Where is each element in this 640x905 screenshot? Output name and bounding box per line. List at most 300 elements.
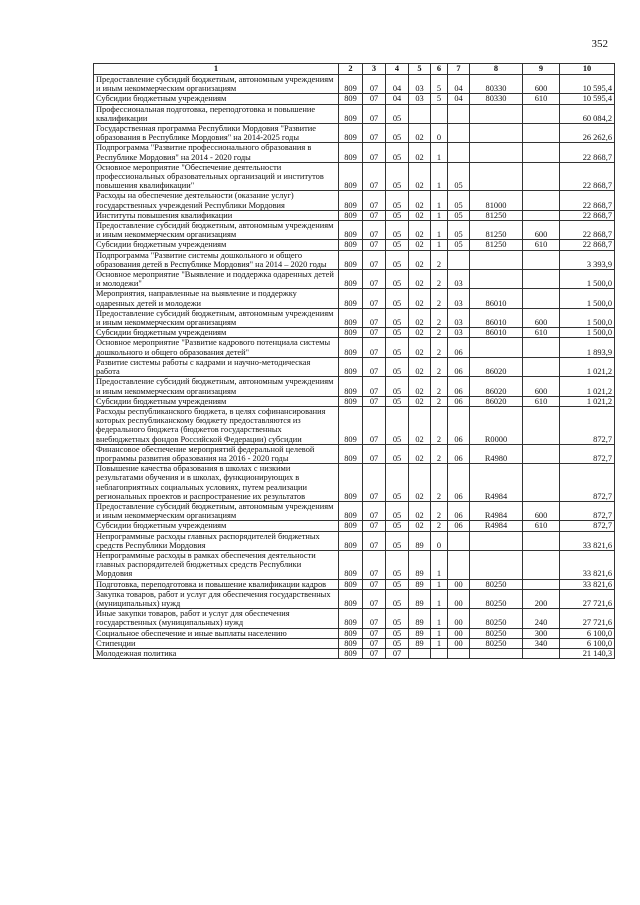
row-sum-cell: 6 100,0 [560,638,615,648]
row-code-cell: 809 [339,162,363,191]
row-code-cell: 07 [363,501,386,520]
row-code-cell: 07 [363,638,386,648]
row-code-cell: 06 [448,357,470,376]
row-code-cell: 07 [363,104,386,123]
table-row [94,521,615,531]
row-code-cell [523,104,560,123]
row-name-cell: Предоставление субсидий бюджетным, автономным учреждениям и иным некоммерческим организациям [94,501,339,520]
row-name-cell: Основное мероприятие "Выявление и поддержка одаренных детей и молодежи" [94,270,339,289]
row-code-cell: 02 [409,162,431,191]
row-code-cell: 07 [363,521,386,531]
row-name-cell: Финансовое обеспечение мероприятий федеральной целевой программы развития образования на 2016 - 2020 годы [94,444,339,463]
row-code-cell: 02 [409,210,431,220]
column-header: 1 [94,64,339,75]
row-code-cell: 809 [339,308,363,327]
row-code-cell: 02 [409,143,431,162]
row-code-cell: 809 [339,94,363,104]
row-code-cell: 04 [448,94,470,104]
row-code-cell: 809 [339,609,363,628]
row-code-cell: 600 [523,75,560,94]
row-code-cell: 05 [386,531,409,550]
row-sum-cell: 22 868,7 [560,221,615,240]
row-code-cell: 05 [386,308,409,327]
row-code-cell: 05 [386,221,409,240]
row-code-cell: 02 [409,406,431,444]
row-code-cell: 02 [409,191,431,210]
row-code-cell: 06 [448,444,470,463]
row-code-cell: 600 [523,221,560,240]
row-code-cell [431,104,448,123]
row-code-cell [409,648,431,658]
row-sum-cell: 22 868,7 [560,191,615,210]
row-code-cell: 2 [431,396,448,406]
row-code-cell: 5 [431,75,448,94]
row-code-cell [523,648,560,658]
row-code-cell: 03 [448,308,470,327]
row-code-cell [448,550,470,579]
row-code-cell: 05 [386,240,409,250]
table-row [94,531,615,550]
row-code-cell: R0000 [470,406,523,444]
table-row [94,104,615,123]
table-row [94,210,615,220]
row-sum-cell: 33 821,6 [560,531,615,550]
row-code-cell: 89 [409,531,431,550]
row-code-cell: 05 [386,464,409,502]
column-header: 3 [363,64,386,75]
row-code-cell: 03 [448,328,470,338]
row-name-cell: Государственная программа Республики Мордовия "Развитие образования в Республике Мордовия" на 2014-2025 годы [94,124,339,143]
row-sum-cell: 1 021,2 [560,396,615,406]
row-code-cell: R4984 [470,521,523,531]
row-sum-cell: 22 868,7 [560,143,615,162]
row-code-cell [470,550,523,579]
row-code-cell: 89 [409,550,431,579]
row-code-cell: 05 [386,191,409,210]
row-name-cell: Стипендии [94,638,339,648]
row-name-cell: Субсидии бюджетным учреждениям [94,328,339,338]
row-code-cell: 1 [431,221,448,240]
row-code-cell: 809 [339,210,363,220]
row-code-cell [523,531,560,550]
column-header: 10 [560,64,615,75]
row-code-cell [470,143,523,162]
row-name-cell: Непрограммные расходы главных распорядителей бюджетных средств Республики Мордовия [94,531,339,550]
row-code-cell: 02 [409,270,431,289]
row-code-cell: 00 [448,638,470,648]
row-code-cell: 809 [339,289,363,308]
row-code-cell: 86020 [470,377,523,396]
row-code-cell: 80330 [470,75,523,94]
row-code-cell: 809 [339,75,363,94]
row-name-cell: Расходы на обеспечение деятельности (оказание услуг) государственных учреждений Республики Мордовия [94,191,339,210]
row-name-cell: Предоставление субсидий бюджетным, автономным учреждениям и иным некоммерческим организациям [94,308,339,327]
row-code-cell: R4984 [470,501,523,520]
row-code-cell: 00 [448,609,470,628]
row-code-cell: 86010 [470,289,523,308]
row-code-cell: 03 [448,289,470,308]
row-code-cell: 809 [339,104,363,123]
row-code-cell: 600 [523,377,560,396]
table-row [94,464,615,502]
row-code-cell: 03 [409,75,431,94]
row-code-cell: 02 [409,377,431,396]
row-code-cell: 809 [339,579,363,589]
row-code-cell: 05 [386,328,409,338]
row-name-cell: Субсидии бюджетным учреждениям [94,240,339,250]
row-code-cell: 06 [448,521,470,531]
row-code-cell [523,191,560,210]
row-name-cell: Институты повышения квалификации [94,210,339,220]
row-code-cell: 07 [363,270,386,289]
row-name-cell: Субсидии бюджетным учреждениям [94,396,339,406]
row-code-cell: 05 [386,609,409,628]
row-code-cell: 06 [448,396,470,406]
row-code-cell: 00 [448,589,470,608]
row-code-cell [448,531,470,550]
row-sum-cell: 872,7 [560,501,615,520]
row-code-cell: 89 [409,628,431,638]
table-row [94,579,615,589]
row-code-cell: 07 [363,648,386,658]
row-code-cell: 610 [523,328,560,338]
row-code-cell: 809 [339,221,363,240]
row-name-cell: Закупка товаров, работ и услуг для обеспечения государственных (муниципальных) нужд [94,589,339,608]
table-row [94,308,615,327]
table-row [94,338,615,357]
row-code-cell: 1 [431,589,448,608]
row-code-cell: 80250 [470,628,523,638]
row-code-cell: 86020 [470,396,523,406]
column-header: 4 [386,64,409,75]
row-sum-cell: 10 595,4 [560,75,615,94]
row-code-cell: 02 [409,521,431,531]
row-code-cell: 809 [339,501,363,520]
column-header: 9 [523,64,560,75]
row-code-cell [409,104,431,123]
budget-table [93,63,615,659]
row-code-cell: 86010 [470,308,523,327]
row-code-cell [523,162,560,191]
row-name-cell: Социальное обеспечение и иные выплаты населению [94,628,339,638]
row-code-cell: 1 [431,638,448,648]
row-code-cell [523,143,560,162]
row-code-cell: 07 [363,579,386,589]
row-code-cell: 05 [386,357,409,376]
table-row [94,240,615,250]
row-code-cell: 05 [386,638,409,648]
table-row [94,221,615,240]
row-code-cell: 02 [409,240,431,250]
row-code-cell: 600 [523,501,560,520]
row-sum-cell: 22 868,7 [560,210,615,220]
row-code-cell: 240 [523,609,560,628]
row-code-cell: 07 [363,124,386,143]
row-code-cell: 05 [386,521,409,531]
row-code-cell: 86010 [470,328,523,338]
table-row [94,191,615,210]
row-code-cell: 04 [448,75,470,94]
row-code-cell: 07 [363,377,386,396]
row-code-cell [448,648,470,658]
row-code-cell: 200 [523,589,560,608]
row-sum-cell: 22 868,7 [560,162,615,191]
row-name-cell: Расходы республиканского бюджета, в целях софинансирования которых республиканскому бюджету предоставляются из федерального бюджета (бюджетов государственных внебюджетных фондов Российской Федерации) субсидии [94,406,339,444]
table-row [94,289,615,308]
row-code-cell: 86020 [470,357,523,376]
row-name-cell: Профессиональная подготовка, переподготовка и повышение квалификации [94,104,339,123]
table-row [94,638,615,648]
row-code-cell: 5 [431,94,448,104]
column-header: 8 [470,64,523,75]
row-code-cell: 89 [409,589,431,608]
row-code-cell: 809 [339,328,363,338]
row-code-cell [523,579,560,589]
row-code-cell: 02 [409,396,431,406]
row-code-cell: 02 [409,444,431,463]
row-code-cell: 1 [431,579,448,589]
row-name-cell: Предоставление субсидий бюджетным, автономным учреждениям и иным некоммерческим организациям [94,377,339,396]
page-number: 352 [591,38,608,50]
row-sum-cell: 10 595,4 [560,94,615,104]
row-code-cell: 1 [431,210,448,220]
column-header: 7 [448,64,470,75]
row-name-cell: Молодежная политика [94,648,339,658]
row-code-cell: 02 [409,221,431,240]
row-name-cell: Предоставление субсидий бюджетным, автономным учреждениям и иным некоммерческим организациям [94,221,339,240]
table-header-row [94,64,615,75]
row-code-cell: 80250 [470,579,523,589]
row-code-cell: 80250 [470,589,523,608]
row-code-cell: 81250 [470,240,523,250]
row-code-cell: 2 [431,357,448,376]
row-code-cell: 02 [409,357,431,376]
row-code-cell: 2 [431,328,448,338]
row-name-cell: Предоставление субсидий бюджетным, автономным учреждениям и иным некоммерческим организациям [94,75,339,94]
table-row [94,94,615,104]
row-code-cell: 05 [386,501,409,520]
row-name-cell: Развитие системы работы с кадрами и научно-методическая работа [94,357,339,376]
row-sum-cell: 1 021,2 [560,377,615,396]
row-code-cell [470,648,523,658]
table-row [94,406,615,444]
row-code-cell [523,270,560,289]
row-name-cell: Иные закупки товаров, работ и услуг для обеспечения государственных (муниципальных) нужд [94,609,339,628]
row-code-cell: 610 [523,521,560,531]
row-code-cell: 2 [431,444,448,463]
row-code-cell: 1 [431,143,448,162]
row-sum-cell: 6 100,0 [560,628,615,638]
row-code-cell [470,104,523,123]
row-code-cell: 07 [386,648,409,658]
row-sum-cell: 21 140,3 [560,648,615,658]
row-code-cell: 05 [386,377,409,396]
row-code-cell: 05 [386,210,409,220]
row-code-cell: 07 [363,75,386,94]
table-row [94,550,615,579]
row-code-cell [523,250,560,269]
row-code-cell: 07 [363,531,386,550]
row-name-cell: Подпрограмма "Развитие системы дошкольного и общего образования детей в Республике Мордовия" на 2014 – 2020 годы [94,250,339,269]
row-code-cell: 2 [431,289,448,308]
row-code-cell: 809 [339,444,363,463]
row-code-cell: 809 [339,377,363,396]
row-code-cell: 06 [448,406,470,444]
row-name-cell: Субсидии бюджетным учреждениям [94,521,339,531]
row-code-cell [448,143,470,162]
row-sum-cell: 27 721,6 [560,609,615,628]
row-code-cell: 809 [339,357,363,376]
row-code-cell: 300 [523,628,560,638]
row-code-cell: 05 [386,289,409,308]
row-code-cell: 02 [409,124,431,143]
row-code-cell: 02 [409,338,431,357]
row-code-cell: 1 [431,628,448,638]
row-code-cell [523,550,560,579]
row-code-cell: 07 [363,162,386,191]
row-code-cell: 80250 [470,609,523,628]
row-sum-cell: 1 893,9 [560,338,615,357]
row-code-cell: 05 [448,210,470,220]
row-code-cell: 07 [363,328,386,338]
row-code-cell: 600 [523,308,560,327]
table-row [94,124,615,143]
row-code-cell: 07 [363,250,386,269]
row-name-cell: Субсидии бюджетным учреждениям [94,94,339,104]
row-name-cell: Мероприятия, направленные на выявление и поддержку одаренных детей и молодежи [94,289,339,308]
table-row [94,444,615,463]
row-code-cell: 809 [339,464,363,502]
row-code-cell: 05 [386,104,409,123]
row-code-cell: 89 [409,638,431,648]
row-sum-cell: 27 721,6 [560,589,615,608]
row-code-cell: 05 [386,589,409,608]
row-code-cell: 2 [431,338,448,357]
row-name-cell: Непрограммные расходы в рамках обеспечения деятельности главных распорядителей бюджетных средств Республики Мордовия [94,550,339,579]
table-row [94,250,615,269]
row-code-cell [523,289,560,308]
row-code-cell: 2 [431,270,448,289]
row-code-cell: 80250 [470,638,523,648]
column-header: 6 [431,64,448,75]
row-code-cell: 610 [523,396,560,406]
row-sum-cell: 60 084,2 [560,104,615,123]
row-code-cell: 809 [339,521,363,531]
table-row [94,609,615,628]
row-code-cell: 07 [363,589,386,608]
row-code-cell: 02 [409,289,431,308]
row-sum-cell: 26 262,6 [560,124,615,143]
row-code-cell: 00 [448,628,470,638]
row-code-cell [431,648,448,658]
row-code-cell: 809 [339,250,363,269]
row-code-cell: 809 [339,240,363,250]
table-row [94,501,615,520]
row-code-cell: 05 [448,240,470,250]
row-code-cell: R4980 [470,444,523,463]
row-sum-cell: 22 868,7 [560,240,615,250]
row-name-cell: Подпрограмма "Развитие профессионального образования в Республике Мордовия" на 2014 - 2020 годы [94,143,339,162]
row-code-cell: 2 [431,250,448,269]
row-code-cell [523,464,560,502]
row-code-cell: 05 [386,162,409,191]
row-code-cell: 05 [386,250,409,269]
row-code-cell: 81250 [470,221,523,240]
row-code-cell: 1 [431,162,448,191]
row-code-cell: 05 [386,396,409,406]
row-code-cell: 05 [448,191,470,210]
row-code-cell: 05 [386,444,409,463]
row-code-cell: 05 [386,628,409,638]
row-code-cell [523,406,560,444]
row-code-cell: 809 [339,143,363,162]
row-code-cell: 80330 [470,94,523,104]
column-header: 5 [409,64,431,75]
row-code-cell: 07 [363,94,386,104]
row-name-cell: Подготовка, переподготовка и повышение квалификации кадров [94,579,339,589]
row-code-cell: 1 [431,609,448,628]
row-code-cell: 2 [431,377,448,396]
row-code-cell: 809 [339,396,363,406]
row-code-cell: 05 [386,124,409,143]
row-code-cell: 809 [339,638,363,648]
row-code-cell: 07 [363,464,386,502]
row-code-cell: 05 [386,143,409,162]
row-code-cell: 809 [339,124,363,143]
row-code-cell: 06 [448,338,470,357]
row-sum-cell: 872,7 [560,464,615,502]
row-code-cell: 07 [363,308,386,327]
table-row [94,162,615,191]
row-code-cell: 89 [409,579,431,589]
row-code-cell: 2 [431,501,448,520]
row-sum-cell: 1 500,0 [560,308,615,327]
row-code-cell: 05 [386,270,409,289]
row-code-cell: 610 [523,94,560,104]
row-code-cell [523,338,560,357]
row-code-cell: 07 [363,628,386,638]
row-code-cell: 340 [523,638,560,648]
row-code-cell [448,104,470,123]
row-sum-cell: 1 500,0 [560,328,615,338]
table-row [94,589,615,608]
row-code-cell: 00 [448,579,470,589]
row-code-cell: 03 [448,270,470,289]
row-code-cell: 02 [409,308,431,327]
row-code-cell: 06 [448,377,470,396]
row-code-cell: 02 [409,328,431,338]
row-code-cell: 81000 [470,191,523,210]
row-code-cell: 05 [386,579,409,589]
table-row [94,75,615,94]
row-code-cell: 07 [363,406,386,444]
row-code-cell: 06 [448,501,470,520]
row-code-cell [523,444,560,463]
row-sum-cell: 33 821,6 [560,579,615,589]
row-code-cell [448,250,470,269]
table-row [94,357,615,376]
row-code-cell: 05 [386,338,409,357]
row-sum-cell: 1 500,0 [560,270,615,289]
row-code-cell: 05 [386,406,409,444]
row-code-cell: 07 [363,609,386,628]
row-code-cell: 07 [363,396,386,406]
row-code-cell: 1 [431,240,448,250]
row-code-cell: 04 [386,75,409,94]
row-code-cell: 07 [363,210,386,220]
row-code-cell: 07 [363,143,386,162]
row-code-cell: 07 [363,240,386,250]
